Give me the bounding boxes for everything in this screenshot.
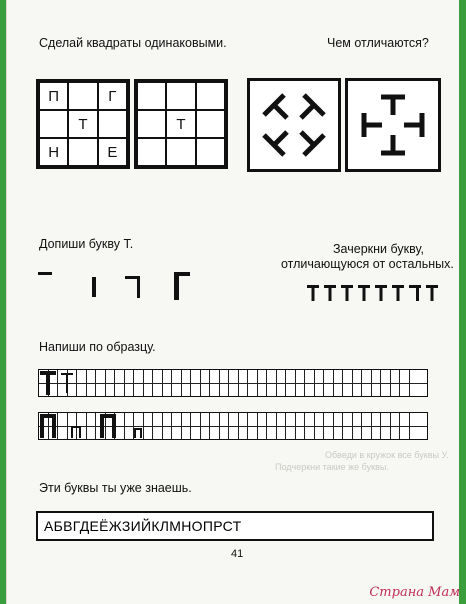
cross-t-shapes bbox=[348, 81, 438, 169]
letter-t[interactable] bbox=[341, 285, 353, 301]
t-figure-left bbox=[247, 78, 341, 172]
grid-cell bbox=[39, 110, 68, 138]
instruction-squares: Сделай квадраты одинаковыми. bbox=[39, 36, 227, 50]
workbook-page bbox=[6, 0, 459, 604]
letter-t[interactable] bbox=[324, 285, 336, 301]
grid-cell[interactable] bbox=[196, 138, 225, 166]
grid-cell: Г bbox=[98, 82, 127, 110]
right-letter-grid[interactable] bbox=[134, 79, 228, 169]
grid-cell[interactable] bbox=[166, 138, 195, 166]
letter-t[interactable] bbox=[392, 285, 404, 301]
grid-cell[interactable] bbox=[137, 82, 166, 110]
grid-cell bbox=[68, 138, 97, 166]
instruction-known-letters: Эти буквы ты уже знаешь. bbox=[39, 481, 192, 495]
grid-cell: П bbox=[39, 82, 68, 110]
letter-t[interactable] bbox=[375, 285, 387, 301]
watermark-logo: Страна Мам bbox=[369, 585, 460, 600]
grid-cell[interactable] bbox=[166, 82, 195, 110]
grid-cell: Е bbox=[98, 138, 127, 166]
grid-cell[interactable] bbox=[137, 138, 166, 166]
grid-cell bbox=[98, 110, 127, 138]
ghost-text: Обведи в кружок все буквы У. bbox=[325, 450, 449, 460]
instruction-finish-letter: Допиши букву Т. bbox=[39, 237, 134, 251]
alphabet-box: АБВГДЕЁЖЗИЙКЛМНОПРСТ bbox=[36, 511, 434, 541]
letter-t[interactable] bbox=[307, 285, 319, 301]
grid-cell[interactable] bbox=[137, 110, 166, 138]
ghost-text: Подчеркни такие же буквы. bbox=[275, 462, 389, 472]
instruction-cross-line1: Зачеркни букву, bbox=[333, 242, 424, 256]
grid-cell[interactable] bbox=[196, 82, 225, 110]
letter-t[interactable] bbox=[358, 285, 370, 301]
grid-cell[interactable]: Т bbox=[166, 110, 195, 138]
grid-cell[interactable] bbox=[196, 110, 225, 138]
instruction-differ: Чем отличаются? bbox=[327, 36, 429, 50]
grid-cell bbox=[68, 82, 97, 110]
grid-cell: Т bbox=[68, 110, 97, 138]
grid-cell: Н bbox=[39, 138, 68, 166]
sample-t-row1 bbox=[38, 369, 98, 397]
t-figure-right bbox=[345, 78, 441, 172]
letter-t[interactable] bbox=[409, 285, 421, 301]
instruction-copy: Напиши по образцу. bbox=[39, 340, 156, 354]
sample-t-row2 bbox=[38, 412, 148, 440]
page-number: 41 bbox=[231, 548, 244, 560]
letter-t[interactable] bbox=[426, 285, 438, 301]
letter-row-svg bbox=[303, 283, 443, 303]
instruction-cross-line2: отличающуюся от остальных. bbox=[281, 257, 454, 271]
rotated-t-shapes bbox=[250, 81, 338, 169]
letter-row bbox=[303, 283, 443, 303]
left-letter-grid bbox=[36, 79, 130, 169]
